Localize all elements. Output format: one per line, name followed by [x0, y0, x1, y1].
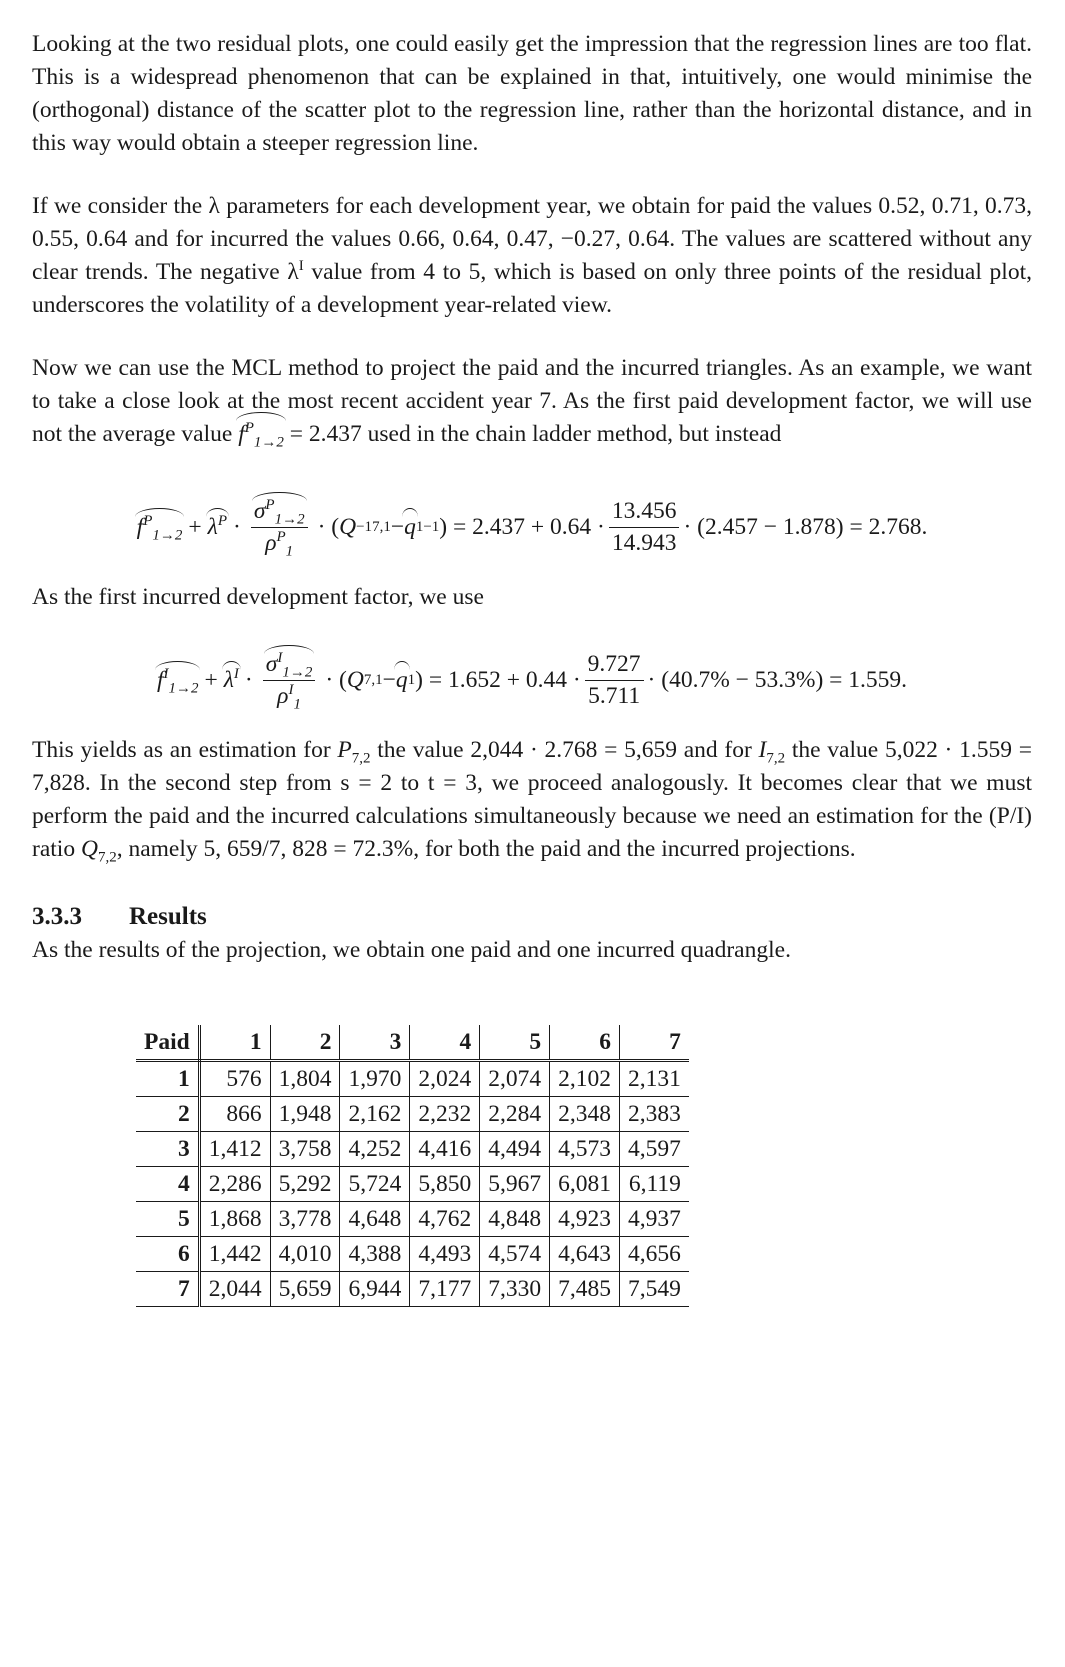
eq1-sigma-rho-fraction: $\frac{\sigma^P_{1\to 2}}{\rho^P_1}$ [251, 498, 308, 557]
f-hat-paid-symbol: $f^P_{1\to 2}$ [238, 418, 284, 451]
eq2-tail: · (40.7% − 53.3%) = 1.559. [647, 666, 908, 693]
table-cell: 7,485 [550, 1272, 620, 1307]
eq2-result: ) = 1.652 + 0.44 · [415, 666, 581, 693]
column-header: 6 [550, 1025, 620, 1061]
table-cell: 6,119 [619, 1167, 688, 1202]
table-cell: 2,074 [480, 1061, 550, 1097]
paragraph-lambda-text-b: value from 4 to 5, which is based on only three points of the residual plot, underscores the volatility of a development year-related view. [32, 259, 1032, 318]
row-header: 6 [136, 1237, 199, 1272]
table-cell: 4,416 [410, 1132, 480, 1167]
column-header: 1 [199, 1025, 270, 1061]
table-cell: 4,252 [340, 1132, 410, 1167]
eq2-denominator: 5.711 [588, 682, 641, 709]
row-header: 3 [136, 1132, 199, 1167]
table-cell: 1,970 [340, 1061, 410, 1097]
table-cell: 6,081 [550, 1167, 620, 1202]
lambda-superscript: I [298, 258, 304, 275]
paragraph-residual-plots: Looking at the two residual plots, one could easily get the impression that the regression lines are too flat. This is a widespread phenomenon that can be explained in that, intuitively, one would minimise the (orthogonal) distance of the scatter plot to the regression line, rather than the horizontal distance, and in this way would obtain a steeper regression line. [32, 31, 1032, 156]
table-cell: 1,442 [199, 1237, 270, 1272]
paid-quadrangle-table [136, 1025, 689, 1307]
paragraph-estimation: This yields as an estimation for $P_{7,2}$ the value 2,044 · 2.768 = 5,659 and for $I_{7,2}$ the value 5,022 · 1.559 = 7,828. In the second step from s = 2 to t = 3, we proceed analogously. It becomes clear that we must perform the paid and the incurred calculations simultaneously because we need an estimation for the (P/I) ratio $Q_{7,2}$, namely 5, 659/7, 828 = 72.3%, for both the paid and the incurred projections. [32, 737, 1032, 866]
table-corner-label: Paid [136, 1025, 199, 1061]
eq1-f-hat: $f^P_{1\to 2}$ [136, 512, 183, 544]
table-cell: 3,778 [270, 1202, 340, 1237]
table-cell: 2,286 [199, 1167, 270, 1202]
table-cell: 4,648 [340, 1202, 410, 1237]
row-header: 7 [136, 1272, 199, 1307]
table-cell: 5,850 [410, 1167, 480, 1202]
table-cell: 4,597 [619, 1132, 688, 1167]
eq1-lambda-hat: $\lambda^P$ [207, 512, 227, 540]
table-header-row [136, 1025, 689, 1061]
eq1-denominator: 14.943 [611, 529, 677, 556]
eq1-result: ) = 2.437 + 0.64 · [439, 513, 605, 540]
column-header: 2 [270, 1025, 340, 1061]
column-header: 4 [410, 1025, 480, 1061]
table-cell: 4,388 [340, 1237, 410, 1272]
table-cell: 5,967 [480, 1167, 550, 1202]
table-cell: 4,762 [410, 1202, 480, 1237]
table-cell: 2,232 [410, 1097, 480, 1132]
paragraph-mcl-text-b: = 2.437 used in the chain ladder method, but instead [283, 421, 782, 447]
table-cell: 3,758 [270, 1132, 340, 1167]
table-cell: 2,162 [340, 1097, 410, 1132]
section-title: Results [129, 903, 207, 930]
table-cell: 2,383 [619, 1097, 688, 1132]
column-header: 7 [619, 1025, 688, 1061]
table-cell: 2,131 [619, 1061, 688, 1097]
row-header: 1 [136, 1061, 199, 1097]
table-cell: 5,292 [270, 1167, 340, 1202]
paragraph-estimation-text-a: This yields as an estimation for [32, 737, 338, 763]
paragraph-lambda-text-a: If we consider the λ parameters for each development year, we obtain for paid the values 0.52, 0.71, 0.73, 0.55, 0.64 and for incurred the values 0.66, 0.64, 0.47, −0.27, 0.64. The values are scattered without any clear trends. The negative λ [32, 193, 1032, 285]
table-cell: 7,330 [480, 1272, 550, 1307]
paragraph-incurred-factor: As the first incurred development factor, we use [32, 584, 484, 610]
paragraph-mcl-method [32, 352, 1032, 451]
table-cell: 4,848 [480, 1202, 550, 1237]
table-cell: 4,573 [550, 1132, 620, 1167]
table-cell: 2,348 [550, 1097, 620, 1132]
equation-paid-factor: $f^P_{1\to 2}$ + $\lambda^P$ · $\frac{\sigma^P_{1\to 2}}{\rho^P_1}$ · ( Q −1 7,1 − q 1 −1 ) = 2.437 + 0.64 · $\frac{13.456}{14.943}$ · (2.457 − 1.878) = 2.768. [136, 496, 928, 560]
table-cell: 1,804 [270, 1061, 340, 1097]
table-row [136, 1132, 689, 1167]
eq1-tail: · (2.457 − 1.878) = 2.768. [683, 513, 928, 540]
row-header: 5 [136, 1202, 199, 1237]
column-header: 5 [480, 1025, 550, 1061]
table-cell: 2,024 [410, 1061, 480, 1097]
table-row [136, 1237, 689, 1272]
table-cell: 5,724 [340, 1167, 410, 1202]
eq1-numerator: 13.456 [609, 498, 680, 528]
page [32, 28, 1032, 1307]
table-cell: 4,010 [270, 1237, 340, 1272]
table-row [136, 1272, 689, 1307]
table-row [136, 1061, 689, 1097]
table-cell: 4,574 [480, 1237, 550, 1272]
table-cell: 576 [199, 1061, 270, 1097]
paragraph-estimation-text-c: the value 5,022 · 1.559 = 7,828. In the second step from s = 2 to t = 3, we proceed analogously. It becomes clear that we must perform the paid and the incurred calculations simultaneously because we need an estimation for the (P/I) ratio [32, 737, 1032, 862]
table-cell: 866 [199, 1097, 270, 1132]
eq2-lambda-hat: $\lambda^I$ [223, 665, 239, 693]
paragraph-results-lead: As the results of the projection, we obtain one paid and one incurred quadrangle. [32, 937, 791, 963]
table-cell: 4,643 [550, 1237, 620, 1272]
section-number: 3.3.3 [32, 903, 82, 930]
table-row [136, 1167, 689, 1202]
eq2-numeric-fraction [585, 651, 644, 710]
table-cell: 1,412 [199, 1132, 270, 1167]
column-header: 3 [340, 1025, 410, 1061]
table-cell: 7,177 [410, 1272, 480, 1307]
table-cell: 2,284 [480, 1097, 550, 1132]
equation-incurred-factor: $f^I_{1\to 2}$ + $\lambda^I$ · $\frac{\sigma^I_{1\to 2}}{\rho^I_1}$ · ( Q 7,1 − q 1 ) = 1.652 + 0.44 · $\frac{9.727}{5.711}$ · (40.7% − 53.3%) = 1.559. [156, 649, 908, 713]
eq2-sigma-rho-fraction: $\frac{\sigma^I_{1\to 2}}{\rho^I_1}$ [263, 651, 316, 710]
table-cell: 4,937 [619, 1202, 688, 1237]
table-cell: 1,948 [270, 1097, 340, 1132]
paragraph-lambda-parameters [32, 190, 1032, 322]
table-cell: 2,044 [199, 1272, 270, 1307]
row-header: 2 [136, 1097, 199, 1132]
table-row [136, 1202, 689, 1237]
paragraph-mcl-text-a: Now we can use the MCL method to project the paid and the incurred triangles. As an example, we want to take a close look at the most recent accident year 7. As the first paid development factor, we will use not the average value [32, 355, 1032, 447]
section-heading-results [32, 900, 1032, 934]
table-cell: 4,656 [619, 1237, 688, 1272]
paragraph-estimation-text-d: , namely 5, 659/7, 828 = 72.3%, for both the paid and the incurred projections. [116, 836, 856, 862]
eq2-numerator: 9.727 [585, 651, 644, 681]
table-cell: 4,494 [480, 1132, 550, 1167]
eq1-numeric-fraction [609, 498, 680, 557]
eq2-f-hat: $f^I_{1\to 2}$ [156, 665, 199, 697]
table-cell: 5,659 [270, 1272, 340, 1307]
table-cell: 6,944 [340, 1272, 410, 1307]
table-row [136, 1097, 689, 1132]
paragraph-estimation-text-b: the value 2,044 · 2.768 = 5,659 and for [370, 737, 759, 763]
row-header: 4 [136, 1167, 199, 1202]
table-cell: 7,549 [619, 1272, 688, 1307]
table-cell: 2,102 [550, 1061, 620, 1097]
table-cell: 4,923 [550, 1202, 620, 1237]
table-cell: 4,493 [410, 1237, 480, 1272]
table-cell: 1,868 [199, 1202, 270, 1237]
